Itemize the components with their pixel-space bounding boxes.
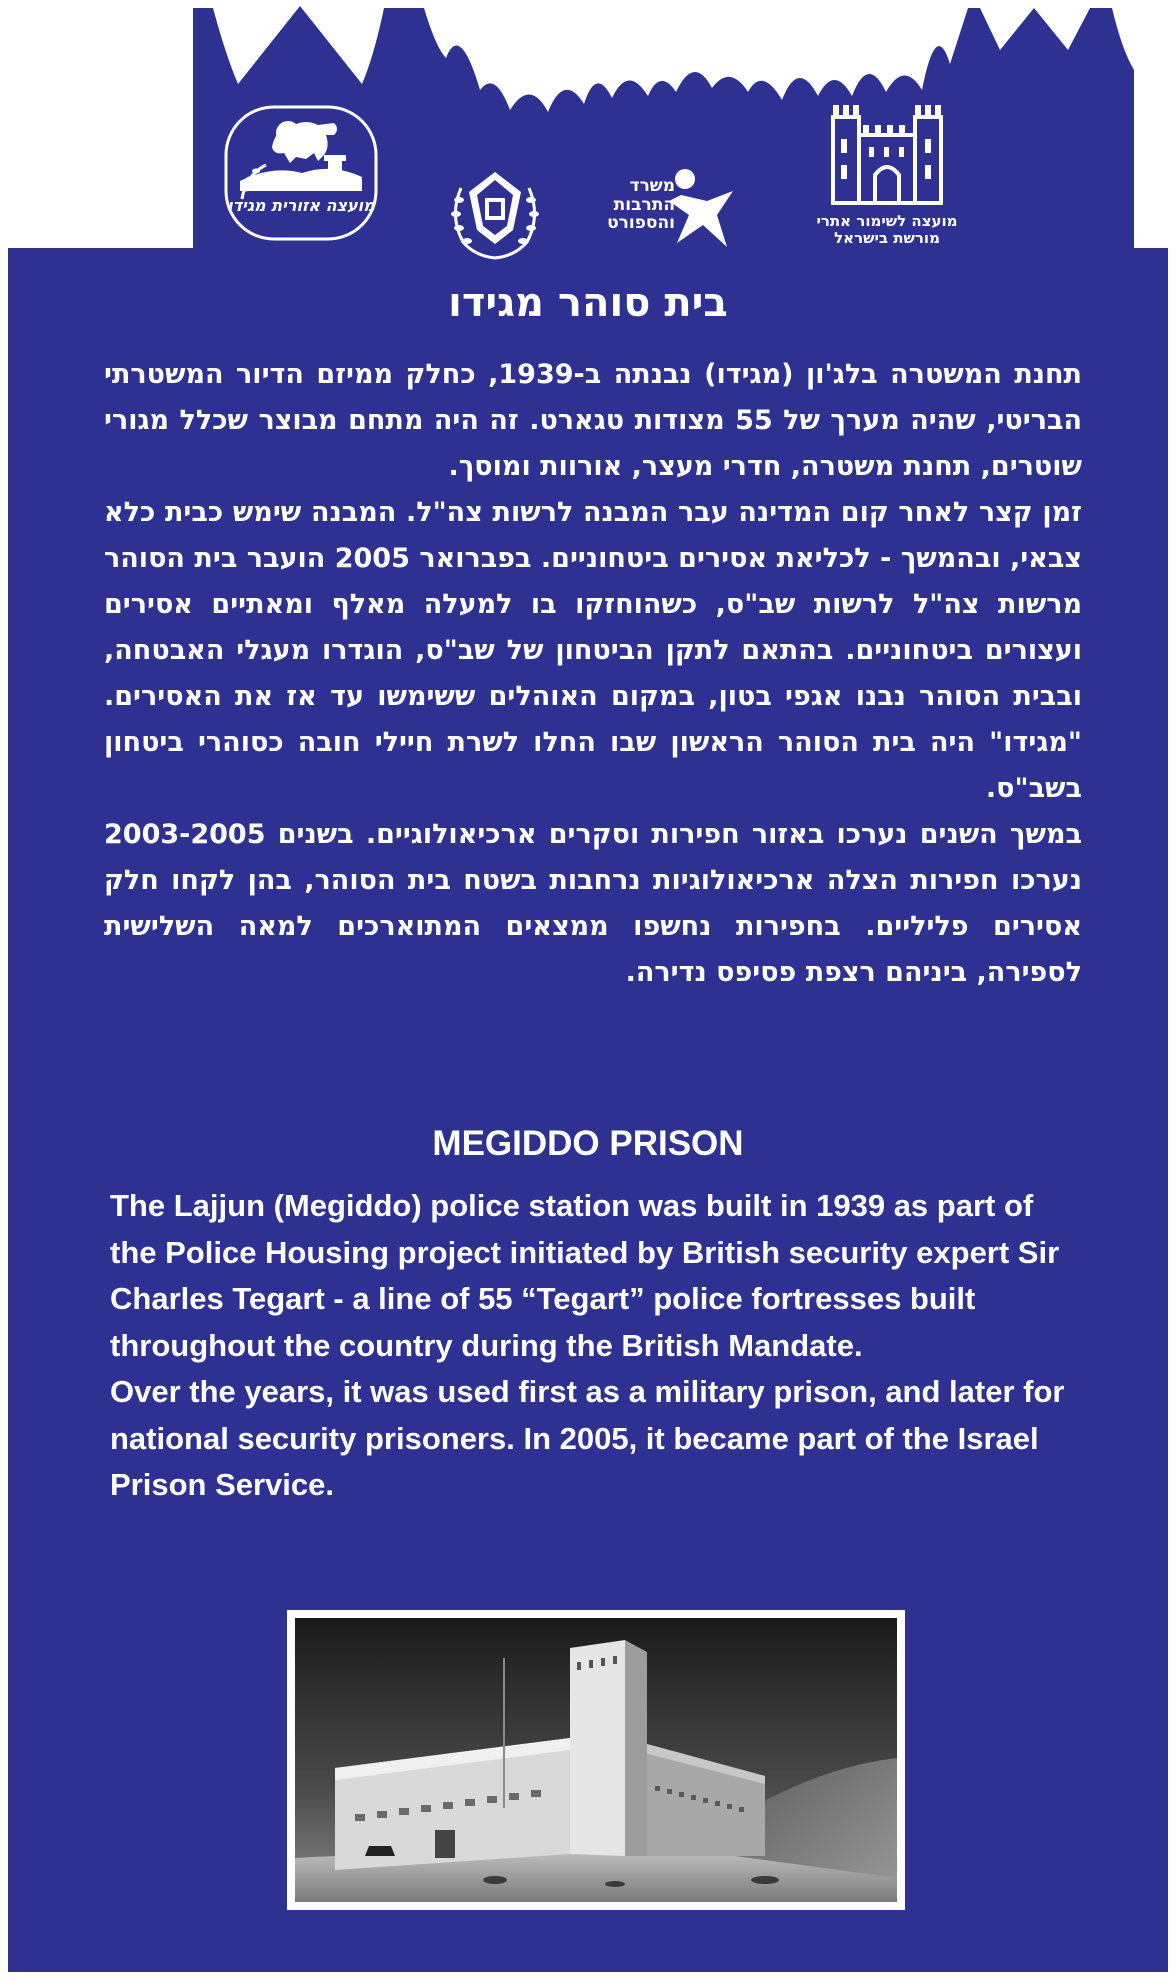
hebrew-paragraph: זמן קצר לאחר קום המדינה עבר המבנה לרשות צה"ל. המבנה שימש כבית כלא צבאי, ובהמשך - לכליאת אסירים ביטחוניים. בפברואר 2005 הועבר בית הסוהר מרשות צה"ל לרשות שב"ס, כשהוחזקו בו למעלה מאלף ומאתיים אסירים ועצורים ביטחוניים. בהתאם לתקן הביטחון של שב"ס, הוגדרו מעגלי האבטחה, ובבית הסוהר נבנו אגפי בטון, במקום האוהלים ששימשו עד אז את האסירים. "מגידו" היה בית הסוהר הראשון שבו החלו לשרת חיילי חובה כסוהרי ביטחון בשב"ס. bbox=[104, 497, 1083, 804]
regional-council-logo bbox=[222, 103, 380, 243]
photo-frame bbox=[287, 1610, 905, 1910]
heritage-logo-caption: מועצה לשימור אתרי מורשת בישראל bbox=[816, 212, 958, 248]
hebrew-body bbox=[104, 352, 1082, 996]
prison-photo bbox=[295, 1618, 897, 1902]
hebrew-title: בית סוהר מגידו bbox=[448, 280, 728, 326]
english-paragraph: The Lajjun (Megiddo) police station was built in 1939 as part of the Police Housing project initiated by British security expert Sir Charles Tegart - a line of 55 “Tegart” police fortresses built throughout the country during the British Mandate. bbox=[110, 1188, 1060, 1363]
english-paragraph: Over the years, it was used first as a military prison, and later for national security prisoners. In 2005, it became part of the Israel Prison Service. bbox=[110, 1374, 1065, 1502]
ministry-logo bbox=[585, 165, 755, 265]
ministry-logo-caption: משרד התרבות והספורט bbox=[607, 176, 675, 234]
star-figure-icon bbox=[663, 165, 751, 255]
police-emblem-icon bbox=[447, 168, 543, 260]
english-title: MEGIDDO PRISON bbox=[432, 1124, 744, 1163]
police-emblem-logo bbox=[445, 168, 545, 260]
hebrew-paragraph: תחנת המשטרה בלג'ון (מגידו) נבנתה ב-1939, כחלק ממיזם הדיור המשטרתי הבריטי, שהיה מערך של 55 מצודות טגארט. זה היה מתחם מבוצר שכלל מגורי שוטרים, תחנת משטרה, חדרי מעצר, אורוות ומוסך. bbox=[104, 359, 1083, 482]
hebrew-paragraph: במשך השנים נערכו באזור חפירות וסקרים ארכיאולוגיים. בשנים 2003-2005 נערכו חפירות הצלה ארכיאולוגיות נרחבות בשטח בית הסוהר, בהן לקחו חלק אסירים פליליים. בחפירות נחשפו ממצאים המתוארכים למאה השלישית לספירה, ביניהם רצפת פסיפס נדירה. bbox=[104, 819, 1082, 988]
fortress-icon bbox=[827, 95, 947, 207]
council-logo-caption: מועצה אזורית מגידו bbox=[227, 196, 375, 215]
heritage-council-logo bbox=[792, 95, 982, 248]
english-body bbox=[110, 1183, 1082, 1509]
lion-icon bbox=[222, 103, 380, 243]
